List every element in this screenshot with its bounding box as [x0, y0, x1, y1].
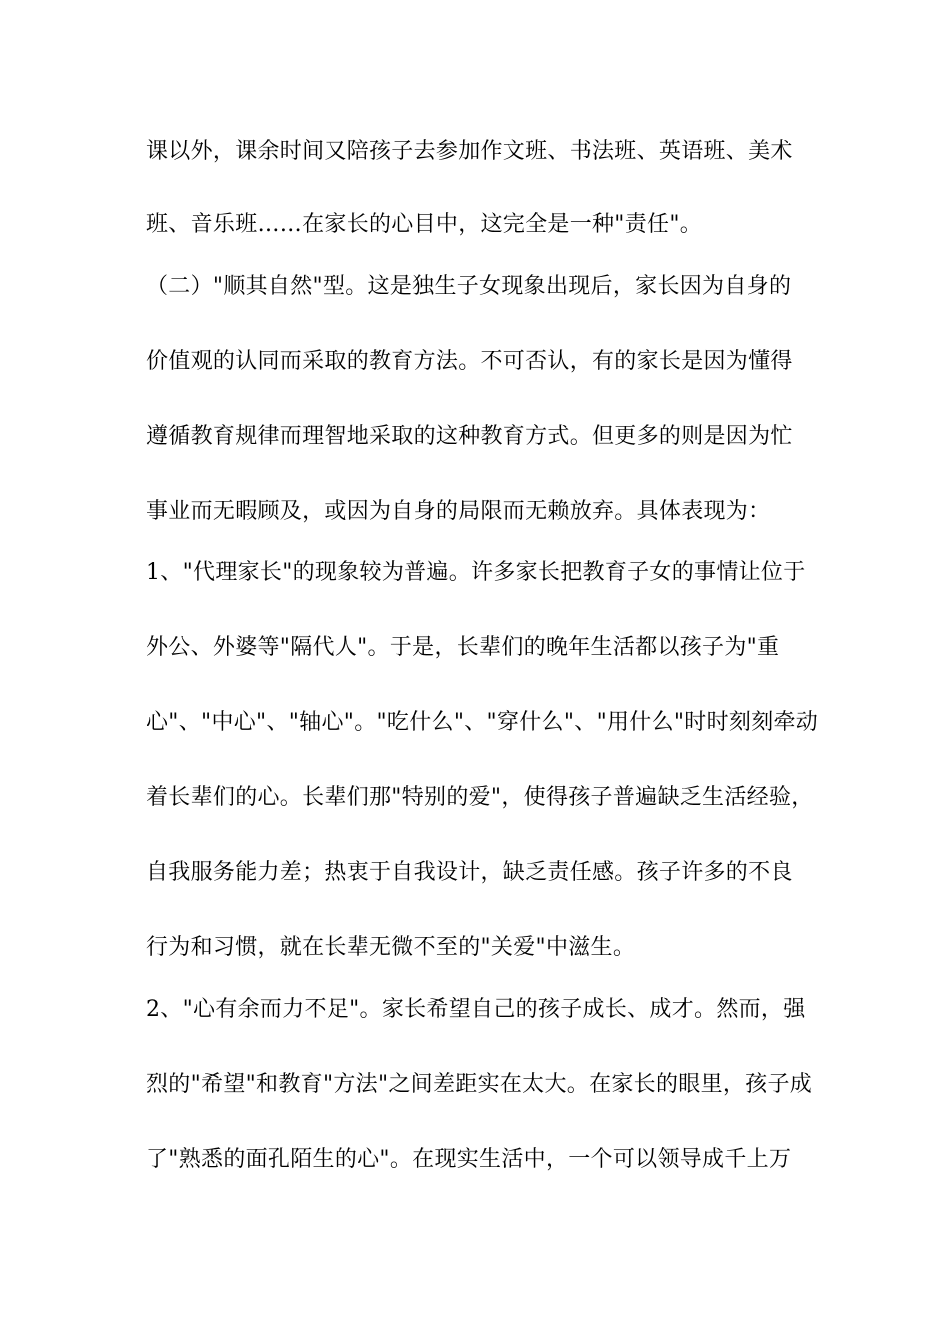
text-line: 外公、外婆等"隔代人"。于是，长辈们的晚年生活都以孩子为"重	[146, 635, 780, 660]
text-line: 课以外，课余时间又陪孩子去参加作文班、书法班、英语班、美术	[146, 139, 793, 164]
text-line: 价值观的认同而采取的教育方法。不可否认，有的家长是因为懂得	[146, 349, 793, 374]
text-line: 着长辈们的心。长辈们那"特别的爱"，使得孩子普遍缺乏生活经验，	[146, 785, 814, 810]
text-line: 事业而无暇顾及，或因为自身的局限而无赖放弃。具体表现为：	[146, 499, 771, 524]
text-line: 班、音乐班……在家长的心目中，这完全是一种"责任"。	[146, 212, 703, 237]
text-line: 自我服务能力差；热衷于自我设计，缺乏责任感。孩子许多的不良	[146, 860, 793, 885]
text-line: 行为和习惯，就在长辈无微不至的"关爱"中滋生。	[146, 935, 636, 960]
text-line: 1、"代理家长"的现象较为普遍。许多家长把教育子女的事情让位于	[146, 560, 806, 585]
text-line: 烈的"希望"和教育"方法"之间差距实在太大。在家长的眼里，孩子成	[146, 1072, 813, 1097]
text-line: 心"、"中心"、"轴心"。"吃什么"、"穿什么"、"用什么"时时刻刻牵动	[146, 710, 819, 735]
text-line: 遵循教育规律而理智地采取的这种教育方式。但更多的则是因为忙	[146, 424, 793, 449]
text-line: （二）"顺其自然"型。这是独生子女现象出现后，家长因为自身的	[146, 274, 792, 299]
text-line: 2、"心有余而力不足"。家长希望自己的孩子成长、成才。然而，强	[146, 997, 806, 1022]
text-line: 了"熟悉的面孔陌生的心"。在现实生活中，一个可以领导成千上万	[146, 1147, 792, 1172]
